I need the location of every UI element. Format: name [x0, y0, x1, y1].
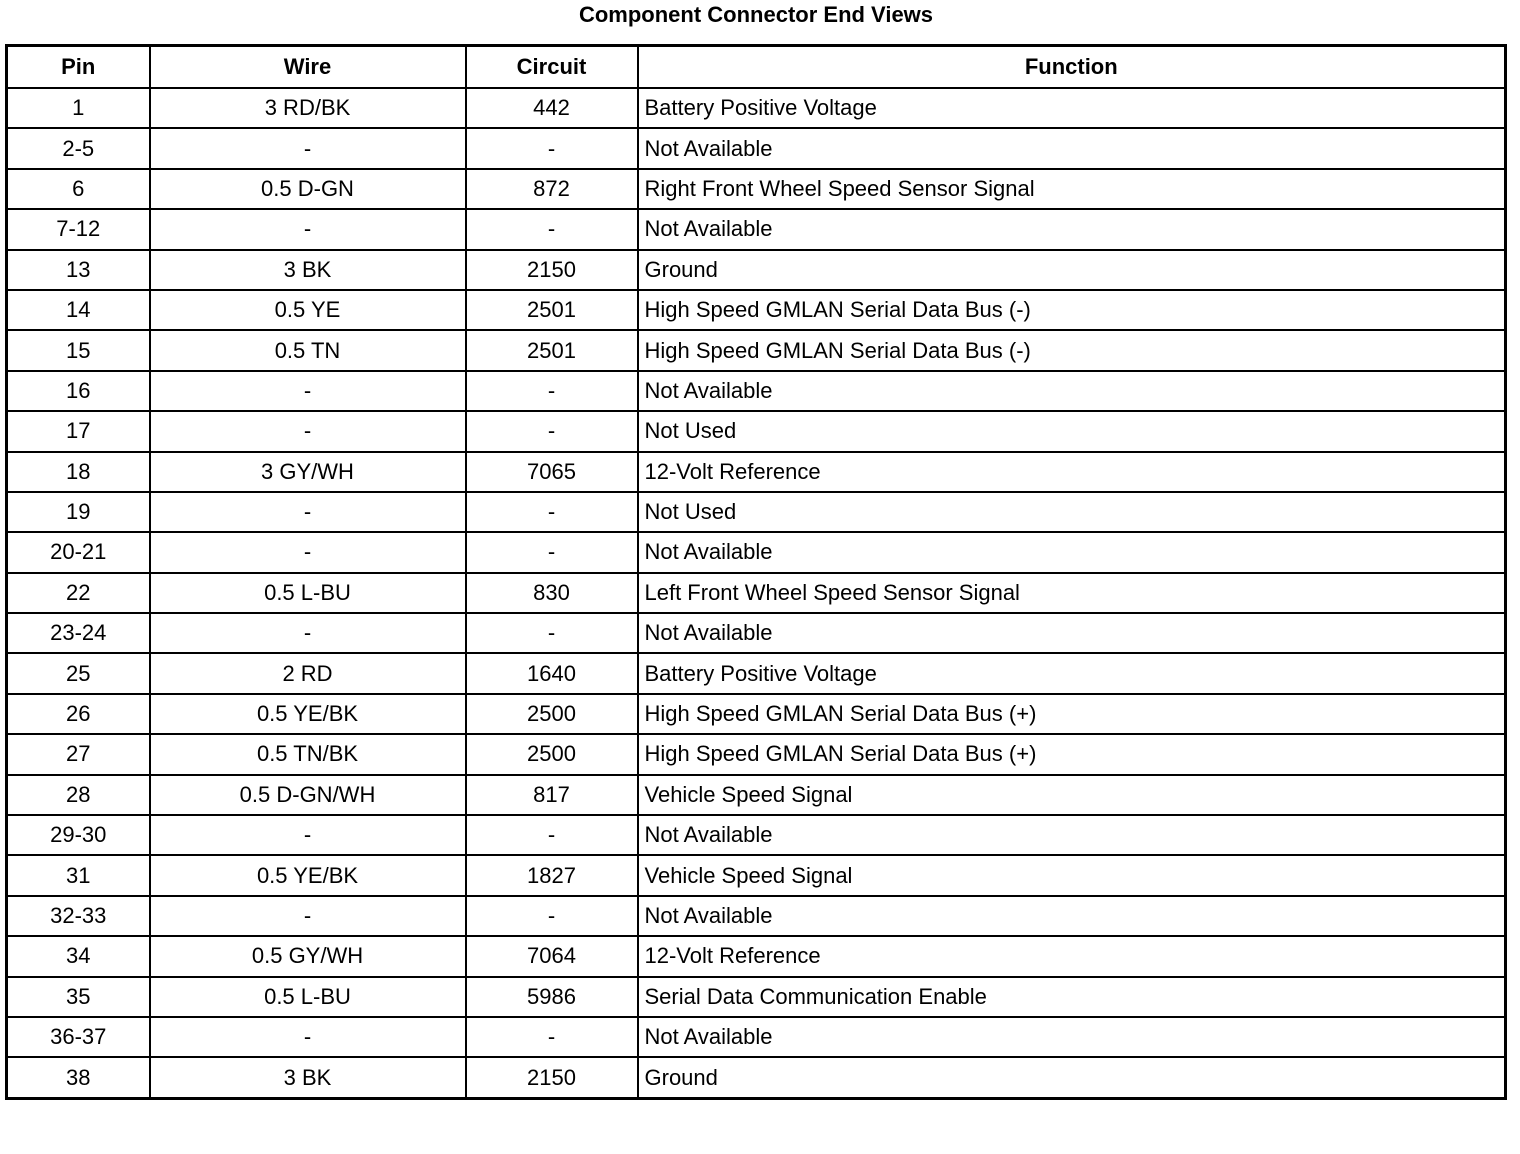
cell-pin: 13 — [7, 250, 150, 290]
cell-wire: 0.5 YE — [150, 290, 466, 330]
cell-function: High Speed GMLAN Serial Data Bus (-) — [638, 330, 1506, 370]
table-row — [7, 452, 1506, 492]
cell-circuit: 442 — [466, 88, 638, 128]
cell-wire: - — [150, 1017, 466, 1057]
cell-pin: 2-5 — [7, 128, 150, 168]
cell-wire: - — [150, 896, 466, 936]
cell-circuit: 872 — [466, 169, 638, 209]
cell-circuit: - — [466, 209, 638, 249]
cell-wire: 3 BK — [150, 1057, 466, 1098]
cell-circuit: 2501 — [466, 290, 638, 330]
cell-function: 12-Volt Reference — [638, 936, 1506, 976]
cell-wire: 0.5 TN/BK — [150, 734, 466, 774]
cell-circuit: - — [466, 492, 638, 532]
cell-pin: 19 — [7, 492, 150, 532]
cell-function: Not Available — [638, 896, 1506, 936]
cell-circuit: 1827 — [466, 855, 638, 895]
table-row — [7, 250, 1506, 290]
table-row — [7, 775, 1506, 815]
cell-function: Serial Data Communication Enable — [638, 977, 1506, 1017]
cell-function: Not Available — [638, 532, 1506, 572]
cell-circuit: - — [466, 411, 638, 451]
cell-circuit: 817 — [466, 775, 638, 815]
cell-wire: 3 RD/BK — [150, 88, 466, 128]
cell-pin: 16 — [7, 371, 150, 411]
table-row — [7, 855, 1506, 895]
table-row — [7, 290, 1506, 330]
header-circuit: Circuit — [466, 46, 638, 89]
cell-wire: - — [150, 128, 466, 168]
cell-pin: 22 — [7, 573, 150, 613]
cell-circuit: - — [466, 1017, 638, 1057]
cell-wire: - — [150, 371, 466, 411]
cell-function: Battery Positive Voltage — [638, 653, 1506, 693]
cell-circuit: - — [466, 371, 638, 411]
table-header-row — [7, 46, 1506, 89]
cell-circuit: - — [466, 896, 638, 936]
cell-wire: 0.5 D-GN/WH — [150, 775, 466, 815]
cell-function: High Speed GMLAN Serial Data Bus (-) — [638, 290, 1506, 330]
cell-pin: 6 — [7, 169, 150, 209]
table-row — [7, 1057, 1506, 1098]
cell-wire: 0.5 L-BU — [150, 573, 466, 613]
cell-wire: - — [150, 613, 466, 653]
table-row — [7, 653, 1506, 693]
table-row — [7, 977, 1506, 1017]
cell-wire: - — [150, 492, 466, 532]
table-row — [7, 88, 1506, 128]
table-row — [7, 492, 1506, 532]
table-row — [7, 128, 1506, 168]
cell-circuit: - — [466, 532, 638, 572]
cell-circuit: - — [466, 815, 638, 855]
cell-pin: 20-21 — [7, 532, 150, 572]
cell-wire: 0.5 YE/BK — [150, 694, 466, 734]
cell-function: Vehicle Speed Signal — [638, 855, 1506, 895]
cell-circuit: 2150 — [466, 1057, 638, 1098]
header-function: Function — [638, 46, 1506, 89]
cell-circuit: 2150 — [466, 250, 638, 290]
cell-function: Not Available — [638, 209, 1506, 249]
cell-wire: 0.5 YE/BK — [150, 855, 466, 895]
cell-wire: - — [150, 532, 466, 572]
cell-wire: 3 GY/WH — [150, 452, 466, 492]
cell-pin: 14 — [7, 290, 150, 330]
table-row — [7, 896, 1506, 936]
cell-pin: 17 — [7, 411, 150, 451]
cell-wire: 0.5 TN — [150, 330, 466, 370]
cell-pin: 23-24 — [7, 613, 150, 653]
cell-function: High Speed GMLAN Serial Data Bus (+) — [638, 734, 1506, 774]
cell-function: Not Available — [638, 371, 1506, 411]
table-row — [7, 734, 1506, 774]
cell-circuit: 7064 — [466, 936, 638, 976]
cell-wire: 0.5 D-GN — [150, 169, 466, 209]
cell-function: Not Used — [638, 492, 1506, 532]
table-row — [7, 169, 1506, 209]
cell-pin: 34 — [7, 936, 150, 976]
cell-function: Not Available — [638, 613, 1506, 653]
cell-function: 12-Volt Reference — [638, 452, 1506, 492]
cell-circuit: 2500 — [466, 734, 638, 774]
table-row — [7, 1017, 1506, 1057]
cell-function: Battery Positive Voltage — [638, 88, 1506, 128]
cell-function: Ground — [638, 1057, 1506, 1098]
cell-pin: 27 — [7, 734, 150, 774]
cell-function: Not Available — [638, 1017, 1506, 1057]
cell-pin: 18 — [7, 452, 150, 492]
cell-pin: 15 — [7, 330, 150, 370]
cell-function: Not Available — [638, 128, 1506, 168]
cell-wire: - — [150, 815, 466, 855]
cell-pin: 26 — [7, 694, 150, 734]
page-title: Component Connector End Views — [578, 2, 934, 27]
table-row — [7, 371, 1506, 411]
cell-pin: 7-12 — [7, 209, 150, 249]
table-row — [7, 936, 1506, 976]
cell-pin: 1 — [7, 88, 150, 128]
table-row — [7, 330, 1506, 370]
table-row — [7, 573, 1506, 613]
cell-pin: 25 — [7, 653, 150, 693]
cell-wire: 0.5 L-BU — [150, 977, 466, 1017]
cell-pin: 38 — [7, 1057, 150, 1098]
cell-circuit: 7065 — [466, 452, 638, 492]
cell-pin: 32-33 — [7, 896, 150, 936]
cell-function: Left Front Wheel Speed Sensor Signal — [638, 573, 1506, 613]
cell-circuit: - — [466, 128, 638, 168]
header-pin: Pin — [7, 46, 150, 89]
table-row — [7, 532, 1506, 572]
cell-wire: - — [150, 209, 466, 249]
cell-pin: 29-30 — [7, 815, 150, 855]
table-body — [7, 88, 1506, 1098]
cell-function: Vehicle Speed Signal — [638, 775, 1506, 815]
cell-wire: - — [150, 411, 466, 451]
cell-function: High Speed GMLAN Serial Data Bus (+) — [638, 694, 1506, 734]
cell-wire: 0.5 GY/WH — [150, 936, 466, 976]
header-wire: Wire — [150, 46, 466, 89]
cell-wire: 2 RD — [150, 653, 466, 693]
table-row — [7, 209, 1506, 249]
cell-function: Not Available — [638, 815, 1506, 855]
cell-circuit: 2500 — [466, 694, 638, 734]
cell-pin: 35 — [7, 977, 150, 1017]
cell-pin: 28 — [7, 775, 150, 815]
cell-pin: 36-37 — [7, 1017, 150, 1057]
connector-pinout-table — [5, 44, 1507, 1100]
cell-circuit: 830 — [466, 573, 638, 613]
table-row — [7, 613, 1506, 653]
table-row — [7, 815, 1506, 855]
table-row — [7, 411, 1506, 451]
cell-circuit: 1640 — [466, 653, 638, 693]
cell-circuit: 2501 — [466, 330, 638, 370]
table-row — [7, 694, 1506, 734]
cell-pin: 31 — [7, 855, 150, 895]
cell-circuit: 5986 — [466, 977, 638, 1017]
cell-wire: 3 BK — [150, 250, 466, 290]
cell-circuit: - — [466, 613, 638, 653]
cell-function: Right Front Wheel Speed Sensor Signal — [638, 169, 1506, 209]
cell-function: Ground — [638, 250, 1506, 290]
cell-function: Not Used — [638, 411, 1506, 451]
